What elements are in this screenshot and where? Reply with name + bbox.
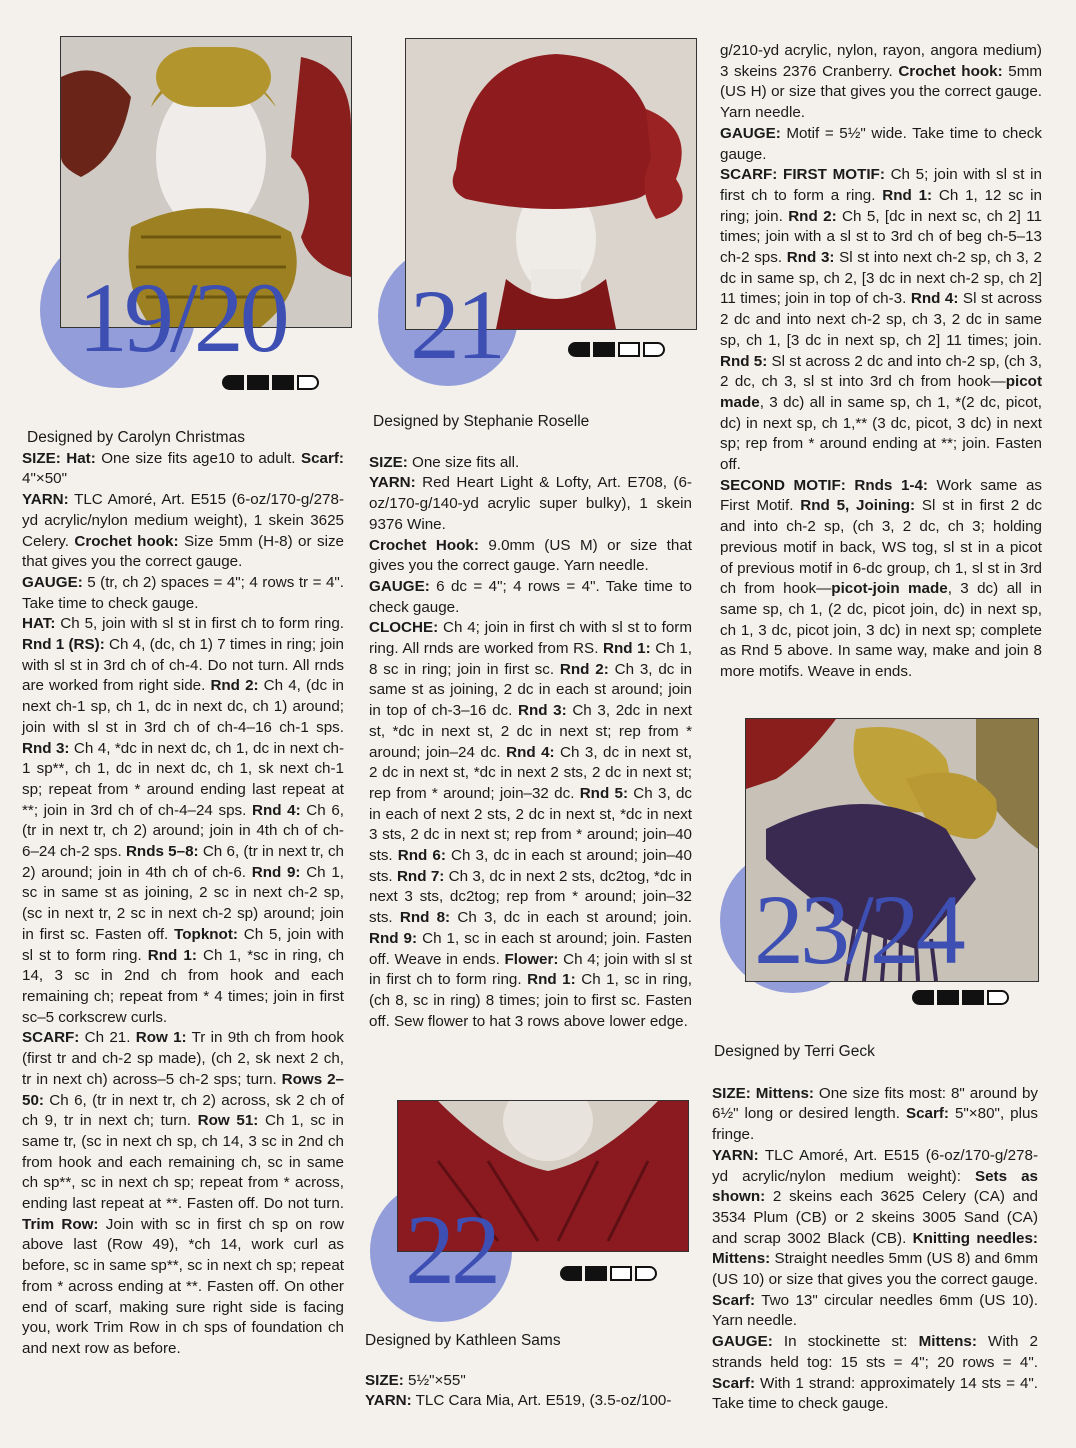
bold-label: CLOCHE: (369, 619, 439, 637)
text-run: Ch 1, *sc in ring, ch 14, 3 sc in 2nd ch from hook and each remaining ch; repeat from * 4 times; join in first sc–5 corkscrew curls. (22, 946, 345, 1026)
bold-label: Rnd 3: (786, 249, 835, 267)
bold-label: SECOND MOTIF: Rnds 1-4: (720, 476, 928, 494)
text-run: Two 13" circular needles 6mm (US 10). Yarn needle. (712, 1291, 1038, 1330)
text-run: One size fits age10 to adult. (95, 449, 301, 467)
bold-label: Topknot: (174, 925, 238, 943)
text-run: Ch 3, dc in each of next 2 sts, 2 dc in next st, *dc in next 3 sts, 2 dc in next st; rep from * around; join–40 sts. (369, 784, 692, 865)
paragraph (369, 473, 692, 535)
skill-level-indicator (912, 990, 1009, 1005)
paragraph (22, 614, 344, 1028)
paragraph (720, 165, 1042, 476)
paragraph (365, 1371, 691, 1392)
bold-label: Scarf: (712, 1291, 756, 1309)
bold-label: Rnd 7: (396, 867, 445, 885)
text-run: TLC Amoré, Art. E515 (6-oz/170-g/278-yd acrylic/nylon medium weight): (712, 1146, 1038, 1185)
text-run: Ch 3, dc in next 2 sts, dc2tog, *dc in next 3 sts, dc2tog; rep from * around; join–32 sts. (369, 867, 692, 927)
text-run: Ch 4; join with sl st in first ch to form ring. (369, 950, 692, 989)
bold-label: Row 1: (135, 1029, 187, 1047)
bold-label: Rnd 9: (251, 863, 301, 881)
bold-label: Scarf: (300, 449, 344, 467)
text-run: Tr in 9th ch from hook (first tr and ch-2 sp made), (ch 2, sk next 2 ch, tr in next ch) across–5 ch-2 sps; turn. (22, 1029, 344, 1088)
bold-label: Rnds 5–8: (125, 843, 199, 861)
text-run: Ch 1, sc in ring, (ch 8, sc in ring) 8 times; join to first sc. Fasten off. Sew flower to hat 3 rows above lower edge. (369, 971, 692, 1030)
bold-label: Sets as shown: (712, 1167, 1038, 1206)
bold-label: Rnd 5, Joining: (800, 497, 916, 515)
text-run: Ch 1, sc in same tr, (sc in next ch sp, ch 14, 3 sc in 2nd ch from hook and each remaining ch, sc in same ch sp**, sc in next ch sp; repeat from * across, ending last repeat at **. Fasten off. Do not turn. (22, 1112, 344, 1213)
bold-label: SIZE: Hat: (22, 449, 96, 467)
text-run: Ch 21. (79, 1029, 136, 1047)
project-number: 23/24 (754, 874, 962, 985)
bold-label: Scarf: (712, 1374, 756, 1392)
bold-label: GAUGE: (22, 573, 83, 591)
text-run: Sl st into next ch-2 sp, ch 3, 2 dc in same sp, ch 2, [3 dc in next ch-2 sp, ch 2] 11 times; join in top of ch-3. (720, 249, 1042, 308)
project-number: 19/20 (78, 262, 286, 373)
designer-credit: Designed by Terri Geck (714, 1043, 875, 1060)
bold-label: Knitting needles: Mittens: (712, 1229, 1038, 1268)
text-run: One size fits most: 8" around by 6½" long or desired length. (712, 1084, 1039, 1123)
bold-label: YARN: (365, 1392, 412, 1410)
project-number: 21 (410, 269, 502, 380)
text-run: Ch 6, (tr in next tr, ch 2) around; join in 4th ch of ch-6. (22, 843, 344, 881)
text-run: Join with sc in first ch sp on row above last (Row 49), *ch 14, work curl as before, sc in same sp**, sc in next ch sp; repeat from * across ending at **. Fasten off. On other end of scarf, making sure right side is facing you, work Trim Row in ch sps of foundation ch and next row as before. (22, 1215, 344, 1357)
text-run: , 3 dc) all in same sp, ch 1, (2 dc, picot join, dc) in next sp, ch 1, 3 dc, picot join, 3 dc) in next sp; complete as Rnd 5 above. In same way, make and join 8 more motifs. Weave in ends. (720, 580, 1042, 681)
bold-label: Rnd 1: (882, 186, 933, 204)
bold-label: Rows 2–50: (22, 1070, 344, 1109)
skill-level-indicator (222, 375, 319, 390)
bold-label: SIZE: Mittens: (712, 1084, 814, 1102)
text-run: , 3 dc) all in same sp, ch 1, *(2 dc, picot, dc) in next sp, ch 1,** (3 dc, picot, 3 dc) in next sp; rep from * around ending at **; join. Fasten off. (720, 393, 1042, 474)
text-run: 5 (tr, ch 2) spaces = 4"; 4 rows tr = 4". Take time to check gauge. (22, 573, 344, 612)
text-run: Ch 1, 12 sc in ring; join. (720, 186, 1042, 225)
bold-label: Flower: (504, 950, 559, 968)
bold-label: Rnd 2: (559, 660, 609, 678)
bold-label: GAUGE: (720, 124, 781, 142)
bold-label: Scarf: (905, 1105, 949, 1123)
text-run: Ch 4; join in first ch with sl st to form ring. All rnds are worked from RS. (369, 619, 692, 658)
pattern-text (22, 449, 344, 1360)
bold-label: Trim Row: (22, 1215, 99, 1233)
bold-label: Rnd 1: (527, 971, 576, 989)
bold-label: Rnd 1 (RS): (22, 636, 105, 654)
paragraph (22, 573, 344, 614)
paragraph (720, 41, 1042, 124)
bold-label: Rnd 2: (788, 207, 837, 225)
text-run: Straight needles 5mm (US 8) and 6mm (US 10) or size that gives you the correct gauge. (712, 1250, 1038, 1289)
text-run: Ch 4, (dc in next ch-1 sp, ch 1, dc in next dc, ch 1) around; join with sl st in 3rd ch of ch-4–16 ch-1 sps. (22, 677, 344, 736)
bold-label: Rnd 6: (397, 847, 446, 865)
text-run: Ch 3, dc in each st around; join–40 sts. (369, 847, 693, 885)
text-run: 5"×80", plus fringe. (712, 1105, 1038, 1144)
paragraph (712, 1332, 1038, 1415)
text-run: Ch 5, [dc in next sc, ch 2] 11 times; join with a sl st to 3rd ch of beg ch-5–13 ch-2 sps. (720, 207, 1042, 267)
column-1 (22, 428, 344, 1360)
bold-label: Rnd 9: (369, 929, 418, 947)
text-run: 5mm (US H) or size that gives you the correct gauge. Yarn needle. (720, 62, 1042, 122)
bold-label: Rnd 3: (517, 702, 567, 720)
skill-level-indicator (568, 342, 665, 357)
bold-label: Rnd 4: (506, 743, 555, 761)
text-run: 4"×50" (22, 470, 67, 488)
bold-label: Rnd 1: (147, 946, 197, 964)
paragraph (369, 453, 692, 474)
bold-label: Rnd 4: (251, 801, 301, 819)
paragraph (369, 577, 692, 618)
text-run: In stockinette st: (772, 1333, 919, 1351)
bold-label: Row 51: (197, 1112, 259, 1130)
text-run: Ch 5; join with sl st in first ch to form a ring. (720, 166, 1042, 204)
paragraph (22, 1028, 344, 1359)
bold-label: Mittens: (918, 1333, 977, 1351)
bold-label: SCARF: (22, 1029, 80, 1047)
pattern-text (720, 41, 1042, 683)
text-run: 9.0mm (US M) or size that gives you the correct gauge. Yarn needle. (369, 536, 692, 575)
bold-label: SCARF: FIRST MOTIF: (720, 166, 885, 184)
bold-label: Rnd 8: (399, 909, 451, 927)
text-run: One size fits all. (407, 453, 520, 471)
column-3-bottom (712, 1042, 1038, 1415)
text-run: Ch 5, join with sl st to form ring. (22, 925, 344, 964)
column-3 (720, 41, 1042, 683)
paragraph (712, 1084, 1038, 1146)
paragraph (22, 449, 344, 490)
text-run: Ch 1, sc in same st as joining, 2 sc in next ch-2 sp, (sc in next tr, 2 sc in next ch-2 sp) around; join in first sc. Fasten off. (22, 863, 344, 943)
bold-label: picot-join made (831, 580, 948, 598)
bold-label: Rnd 3: (22, 739, 70, 757)
bold-label: Crochet hook: (898, 62, 1003, 80)
bold-label: GAUGE: (369, 577, 430, 595)
bold-label: GAUGE: (712, 1333, 773, 1351)
text-run: Ch 3, dc in same st as joining, 2 dc in each st around; join in top of ch-3–16 dc. (369, 660, 693, 720)
text-run: Sl st in first 2 dc and into ch-2 sp, (ch 3, 2 dc, ch 3; holding previous motif in back, WS tog, sl st in a picot of previous motif in 6-dc group, ch 1, sl st in 3rd ch from hook— (720, 497, 1042, 598)
text-run: Ch 3, dc in each st around; join. (450, 909, 692, 927)
text-run: Ch 4, *dc in next dc, ch 1, dc in next ch-1 sp**, ch 1, dc in next dc, ch 1, sk next ch-1 sp; repeat from * around ending last repeat at **; join in 3rd ch of ch-4–24 sps. (22, 739, 345, 819)
bold-label: Crochet Hook: (369, 536, 479, 554)
text-run: 2 skeins each 3625 Celery (CA) and 3534 Plum (CB) or 2 skeins 3005 Sand (CA) and scrap 3002 Black (CB). (712, 1188, 1038, 1247)
text-run: Ch 1, sc in each st around; join. Fasten off. Weave in ends. (369, 929, 692, 968)
column-2-bottom (365, 1331, 691, 1412)
bold-label: YARN: (712, 1146, 759, 1164)
bold-label: Rnd 5: (720, 352, 768, 370)
pattern-text (365, 1371, 691, 1412)
text-run: Size 5mm (H-8) or size that gives you the correct gauge. (22, 532, 344, 571)
bold-label: YARN: (22, 491, 69, 509)
bold-label: SIZE: (369, 453, 408, 471)
bold-label: Rnd 1: (603, 640, 651, 658)
text-run: Ch 3, dc in next st, 2 dc in next st, *dc in next 2 sts, 2 dc in next st; rep from * around; join–32 dc. (369, 743, 692, 802)
paragraph (369, 618, 692, 1032)
pattern-text (369, 453, 692, 1033)
text-run: 5½"×55" (403, 1371, 466, 1389)
text-run: With 1 strand: approximately 14 sts = 4". Take time to check gauge. (712, 1374, 1038, 1413)
text-run: TLC Cara Mia, Art. E519, (3.5-oz/100- (411, 1392, 672, 1410)
text-run: Ch 6, (tr in next tr, ch 2) around; join in 4th ch of ch-6–24 ch-2 sps. (22, 801, 345, 861)
bold-label: Rnd 4: (910, 290, 959, 308)
designer-credit: Designed by Kathleen Sams (365, 1332, 561, 1349)
bold-label: Rnd 2: (210, 677, 259, 695)
designer-credit: Designed by Carolyn Christmas (27, 429, 245, 446)
paragraph (712, 1146, 1038, 1332)
text-run: Work same as First Motif. (720, 476, 1042, 515)
text-run: Ch 1, 8 sc in ring; join in first sc. (369, 640, 692, 678)
paragraph (720, 124, 1042, 165)
paragraph (369, 536, 692, 577)
paragraph (22, 490, 344, 573)
text-run: Ch 3, 2dc in next st, *dc in next st, 2 dc in next st; rep from * around; join–24 dc. (369, 702, 693, 761)
paragraph (365, 1391, 691, 1412)
text-run: With 2 strands held tog: 15 sts = 4"; 20 rows = 4". (712, 1333, 1038, 1371)
paragraph (720, 476, 1042, 683)
text-run: Ch 5, join with sl st in first ch to form ring. (55, 615, 344, 633)
skill-level-indicator (560, 1266, 657, 1281)
bold-label: Rnd 5: (579, 784, 629, 802)
bold-label: picot made (720, 373, 1042, 411)
text-run: g/210-yd acrylic, nylon, rayon, angora medium) 3 skeins 2376 Cranberry. (720, 42, 1042, 80)
text-run: Motif = 5½" wide. Take time to check gauge. (720, 124, 1042, 163)
bold-label: Crochet hook: (74, 532, 179, 550)
text-run: 6 dc = 4"; 4 rows = 4". Take time to check gauge. (369, 577, 692, 616)
pattern-text (712, 1084, 1038, 1415)
text-run: Red Heart Light & Lofty, Art. E708, (6-oz/170-g/140-yd acrylic super bulky), 1 skein 9376 Wine. (369, 474, 692, 533)
text-run: Ch 6, (tr in next tr, ch 2) across, sk 2 ch of ch 9, tr in next ch; turn. (22, 1091, 344, 1130)
designer-credit: Designed by Stephanie Roselle (373, 413, 590, 430)
text-run: TLC Amoré, Art. E515 (6-oz/170-g/278-yd acrylic/nylon medium weight), 1 skein 3625 Celery. (22, 491, 344, 550)
bold-label: HAT: (22, 615, 56, 633)
text-run: Sl st across 2 dc and into ch-2 sp, (ch 3, 2 dc, ch 3, sl st into 3rd ch from hook— (720, 352, 1042, 391)
bold-label: SIZE: (365, 1371, 404, 1389)
project-number: 22 (405, 1194, 497, 1305)
text-run: Sl st across 2 dc and into next ch-2 sp, ch 3, 2 dc in same sp, ch 1, [3 dc in next sp, ch 2] 11 times; join. (720, 290, 1043, 349)
bold-label: YARN: (369, 474, 416, 492)
text-run: Ch 4, (dc, ch 1) 7 times in ring; join with sl st in 3rd ch of ch-4. Do not turn. All rnds are worked from right side. (22, 636, 344, 695)
column-2 (369, 412, 692, 1032)
